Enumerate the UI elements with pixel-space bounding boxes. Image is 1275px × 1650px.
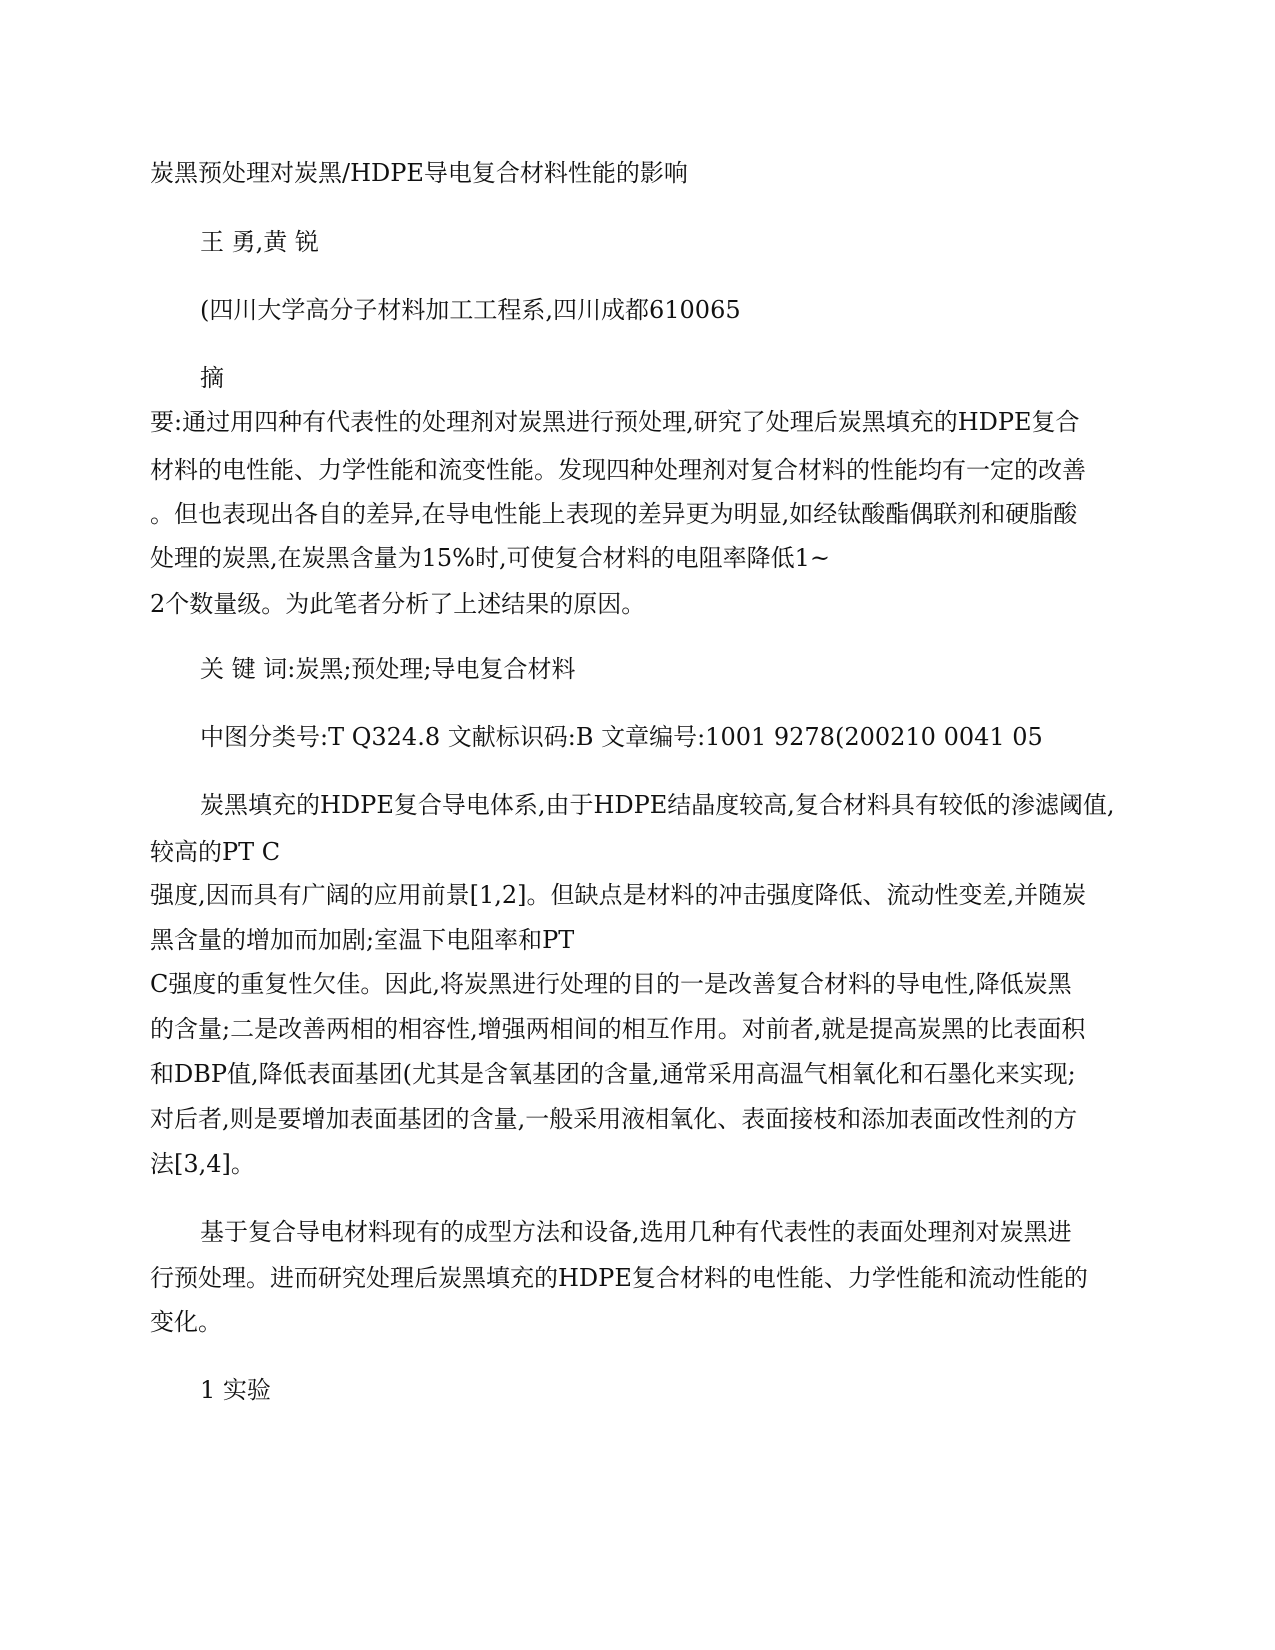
abstract-line: 要:通过用四种有代表性的处理剂对炭黑进行预处理,研究了处理后炭黑填充的HDPE复合 — [150, 408, 1080, 436]
paragraph-line: 炭黑填充的HDPE复合导电体系,由于HDPE结晶度较高,复合材料具有较低的渗滤阈值, — [200, 791, 1115, 819]
abstract-label: 摘 — [200, 364, 224, 392]
paragraph-line: 法[3,4]。 — [150, 1150, 255, 1178]
paragraph-line: 强度,因而具有广阔的应用前景[1,2]。但缺点是材料的冲击强度降低、流动性变差,并随炭 — [150, 881, 1087, 909]
authors: 王 勇,黄 锐 — [200, 228, 319, 256]
paragraph-line: 对后者,则是要增加表面基团的含量,一般采用液相氧化、表面接枝和添加表面改性剂的方 — [150, 1105, 1078, 1133]
abstract-line: 处理的炭黑,在炭黑含量为15%时,可使复合材料的电阻率降低1~ — [150, 544, 830, 572]
paragraph-line: 基于复合导电材料现有的成型方法和设备,选用几种有代表性的表面处理剂对炭黑进 — [200, 1218, 1072, 1246]
paragraph-line: 黑含量的增加而加剧;室温下电阻率和PT — [150, 926, 575, 954]
paragraph-line: 较高的PT C — [150, 838, 281, 866]
abstract-line: 。但也表现出各自的差异,在导电性能上表现的差异更为明显,如经钛酸酯偶联剂和硬脂酸 — [150, 500, 1078, 528]
paragraph-line: 变化。 — [150, 1308, 222, 1336]
classification: 中图分类号:T Q324.8 文献标识码:B 文章编号:1001 9278(200210 0041 05 — [200, 723, 1043, 751]
paragraph-line: C强度的重复性欠佳。因此,将炭黑进行处理的目的一是改善复合材料的导电性,降低炭黑 — [150, 970, 1072, 998]
abstract-line: 2个数量级。为此笔者分析了上述结果的原因。 — [150, 590, 646, 618]
paragraph-line: 和DBP值,降低表面基团(尤其是含氧基团的含量,通常采用高温气相氧化和石墨化来实现; — [150, 1060, 1076, 1088]
paragraph-line: 的含量;二是改善两相的相容性,增强两相间的相互作用。对前者,就是提高炭黑的比表面积 — [150, 1015, 1086, 1043]
abstract-line: 材料的电性能、力学性能和流变性能。发现四种处理剂对复合材料的性能均有一定的改善 — [150, 456, 1086, 484]
affiliation: (四川大学高分子材料加工工程系,四川成都610065 — [200, 296, 741, 324]
paragraph-line: 行预处理。进而研究处理后炭黑填充的HDPE复合材料的电性能、力学性能和流动性能的 — [150, 1264, 1088, 1292]
section-heading: 1 实验 — [200, 1376, 271, 1404]
paper-title: 炭黑预处理对炭黑/HDPE导电复合材料性能的影响 — [150, 159, 688, 187]
keywords: 关 键 词:炭黑;预处理;导电复合材料 — [200, 655, 576, 683]
